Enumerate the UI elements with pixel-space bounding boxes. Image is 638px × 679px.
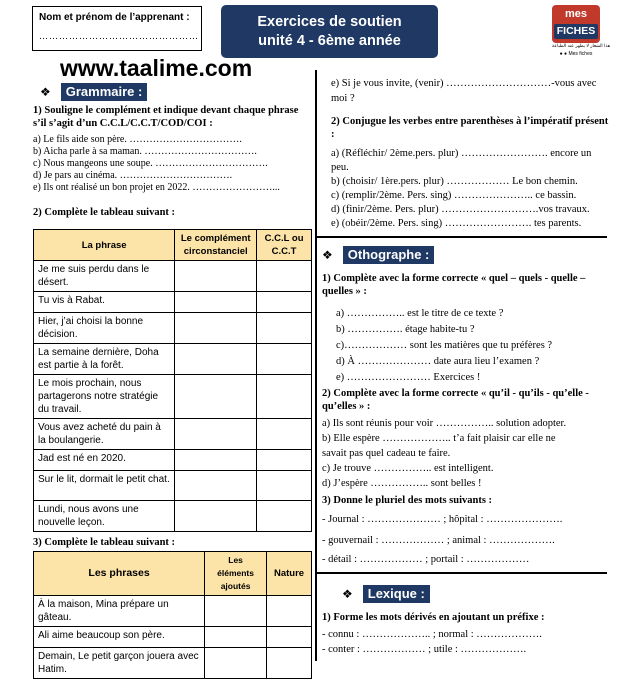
- diamond-bullet-icon: ❖: [40, 84, 51, 99]
- orthographe-q2-lines: [322, 416, 566, 491]
- table1-phrase-cell: Je me suis perdu dans le désert.: [34, 261, 175, 292]
- table1-answer-cell[interactable]: [175, 471, 257, 501]
- orthographe-q1-lines: [336, 306, 552, 386]
- q1-line-b: b) Aicha parle à sa maman. …………………………….: [33, 146, 257, 157]
- table-row: [34, 292, 312, 313]
- table-row: [34, 627, 312, 648]
- quel-line-b: b) ……………. étage habite-tu ?: [336, 324, 475, 335]
- orthographe-title: Othographe :: [343, 246, 435, 264]
- conjugaison-line-e: e) Si je vous invite, (venir) …………………………-vous avec moi ?: [331, 78, 597, 104]
- table1-phrase-cell: Hier, j’ai choisi la bonne décision.: [34, 313, 175, 344]
- table2-answer-cell[interactable]: [267, 596, 312, 627]
- table1-answer-cell[interactable]: [257, 375, 312, 419]
- logo-caption: هذا الشعار لا يظهر عند الطباعة: [552, 44, 611, 49]
- table2-header-elements: Les éléments ajoutés: [205, 552, 267, 596]
- quil-line-c: c) Je trouve …………….. est intelligent.: [322, 463, 494, 474]
- table2-answer-cell[interactable]: [205, 596, 267, 627]
- imperatif-line-b: b) (choisir/ 1ère.pers. plur) ……………… Le bon chemin.: [331, 176, 578, 187]
- table2-header-phrases: Les phrases: [34, 552, 205, 596]
- elements-ajoutes-table: [33, 551, 312, 679]
- table1-answer-cell[interactable]: [175, 419, 257, 450]
- table-row: [34, 471, 312, 501]
- imperatif-line-a: a) (Réfléchir/ 2ème.pers. plur) ……………………. encore un peu.: [331, 148, 592, 173]
- table2-answer-cell[interactable]: [205, 627, 267, 648]
- table2-answer-cell[interactable]: [205, 648, 267, 679]
- mes-fiches-logo: [552, 5, 611, 67]
- grammaire-q1-title: 1) Souligne le complément et indique devant chaque phrase s’il s’agit d’un C.C.L/C.C.T/COD/COI :: [33, 105, 299, 129]
- table2-answer-cell[interactable]: [267, 627, 312, 648]
- circonstanciel-table: [33, 229, 312, 532]
- table1-answer-cell[interactable]: [175, 344, 257, 375]
- quil-line-d: d) J’espère …………….. sont belles !: [322, 478, 482, 489]
- q1-line-e: e) Ils ont réalisé un bon projet en 2022. ……………………...: [33, 182, 280, 193]
- table-row: [34, 648, 312, 679]
- q1-line-a: a) Le fils aide son père. …………………………….: [33, 134, 242, 145]
- logo-text-main: FICHES: [554, 24, 598, 39]
- lexique-header: [342, 585, 430, 603]
- table1-phrase-cell: La semaine dernière, Doha est partie à la forêt.: [34, 344, 175, 375]
- table1-answer-cell[interactable]: [175, 292, 257, 313]
- pluriel-line-1: - Journal : ………………… ; hôpital : ………………….: [322, 514, 563, 525]
- table1-answer-cell[interactable]: [257, 450, 312, 471]
- quil-line-b-cont: savait pas quel cadeau te faire.: [322, 448, 451, 459]
- logo-handle-text: Mes fiches: [568, 51, 593, 57]
- table1-answer-cell[interactable]: [257, 471, 312, 501]
- quel-line-e: e) …………………… Exercices !: [336, 372, 481, 383]
- table1-header-type: C.C.L ou C.C.T: [257, 230, 312, 261]
- quil-line-a: a) Ils sont réunis pour voir …………….. solution adopter.: [322, 418, 567, 429]
- student-name-box: [32, 6, 202, 51]
- quil-line-b: b) Elle espère ……………….. t’a fait plaisir car elle ne: [322, 433, 556, 444]
- grammaire-title: Grammaire :: [61, 83, 148, 101]
- pluriel-line-3: - détail : ……………… ; portail : ………………: [322, 554, 530, 565]
- table1-phrase-cell: Lundi, nous avons une nouvelle leçon.: [34, 501, 175, 532]
- title-line-1: Exercices de soutien: [257, 14, 402, 30]
- worksheet-title: [221, 5, 438, 58]
- grammaire-q2-title: 2) Complète le tableau suivant :: [33, 207, 176, 218]
- table-row: [34, 375, 312, 419]
- table1-phrase-cell: Sur le lit, dormait le petit chat.: [34, 471, 175, 501]
- table1-header-phrase: La phrase: [34, 230, 175, 261]
- grammaire-q1-lines: [33, 134, 280, 194]
- diamond-bullet-icon: ❖: [342, 586, 353, 601]
- table1-answer-cell[interactable]: [175, 375, 257, 419]
- prefixe-line-1: - connu : ……………….. ; normal : ……………….: [322, 629, 542, 640]
- table1-answer-cell[interactable]: [175, 501, 257, 532]
- table1-phrase-cell: Le mois prochain, nous partagerons notre stratégie du travail.: [34, 375, 175, 419]
- orthographe-q3-title: 3) Donne le pluriel des mots suivants :: [322, 495, 493, 506]
- orthographe-q1-title: 1) Complète avec la forme correcte « quel – quels - quelle – quelles » :: [322, 273, 586, 297]
- conjugaison-q2-title: 2) Conjugue les verbes entre parenthèses à l’impératif présent :: [331, 116, 609, 140]
- imperatif-line-d: d) (finir/2ème. Pers. plur) ……………………….vos travaux.: [331, 204, 590, 215]
- table-row: [34, 501, 312, 532]
- table2-header-nature: Nature: [267, 552, 312, 596]
- quel-line-d: d) À ………………… date aura lieu l’examen ?: [336, 356, 540, 367]
- table-row: [34, 450, 312, 471]
- table2-answer-cell[interactable]: [267, 648, 312, 679]
- table1-phrase-cell: Tu vis à Rabat.: [34, 292, 175, 313]
- table2-phrase-cell: Ali aime beaucoup son père.: [34, 627, 205, 648]
- grammaire-header: [40, 83, 147, 101]
- q1-line-c: c) Nous mangeons une soupe. …………………………….: [33, 158, 268, 169]
- imperatif-line-c: c) (remplir/2ème. Pers. sing) ………………….. ce bassin.: [331, 190, 577, 201]
- conjugaison-q2-lines: [331, 147, 611, 231]
- prefixe-line-2: - conter : ……………… ; utile : ……………….: [322, 644, 527, 655]
- table1-answer-cell[interactable]: [257, 313, 312, 344]
- table-row: [34, 596, 312, 627]
- table2-phrase-cell: À la maison, Mina prépare un gâteau.: [34, 596, 205, 627]
- pluriel-line-2: - gouvernail : ……………… ; animal : ……………….: [322, 535, 555, 546]
- quel-line-c: c)……………… sont les matières que tu préfères ?: [336, 340, 553, 351]
- table2-phrase-cell: Demain, Le petit garçon jouera avec Hatim.: [34, 648, 205, 679]
- quel-line-a: a) …………….. est le titre de ce texte ?: [336, 308, 504, 319]
- table1-answer-cell[interactable]: [257, 292, 312, 313]
- diamond-bullet-icon: ❖: [322, 247, 333, 262]
- student-name-dots: …………………………………………: [39, 31, 199, 41]
- table1-answer-cell[interactable]: [175, 313, 257, 344]
- table1-phrase-cell: Vous avez acheté du pain à la boulangerie.: [34, 419, 175, 450]
- logo-text-top: mes: [564, 8, 588, 20]
- lexique-q1-lines: [322, 627, 542, 657]
- section-divider-orthographe: [317, 236, 607, 238]
- section-divider-lexique: [317, 572, 607, 574]
- lexique-q1-title: 1) Forme les mots dérivés en ajoutant un préfixe :: [322, 612, 545, 623]
- website-url: www.taalime.com: [60, 55, 253, 81]
- q1-line-d: d) Je pars au cinéma. …………………………….: [33, 170, 233, 181]
- social-icons: ● ●: [559, 51, 569, 57]
- title-line-2: unité 4 - 6ème année: [258, 33, 401, 49]
- table1-header-complement: Le complément circonstanciel: [175, 230, 257, 261]
- table-row: [34, 419, 312, 450]
- logo-handle: [552, 50, 600, 58]
- orthographe-q3-lines: [322, 514, 562, 565]
- grammaire-q3-title: 3) Complète le tableau suivant :: [33, 537, 176, 548]
- table1-answer-cell[interactable]: [257, 501, 312, 532]
- orthographe-header: [322, 246, 434, 264]
- table-row: [34, 344, 312, 375]
- table1-answer-cell[interactable]: [257, 261, 312, 292]
- table-row: [34, 313, 312, 344]
- table1-phrase-cell: Jad est né en 2020.: [34, 450, 175, 471]
- table1-answer-cell[interactable]: [175, 450, 257, 471]
- imperatif-line-e: e) (obéir/2ème. Pers. sing) ……………………. tes parents.: [331, 218, 582, 229]
- logo-badge: [552, 5, 600, 43]
- table-row: [34, 261, 312, 292]
- table1-answer-cell[interactable]: [175, 261, 257, 292]
- lexique-title: Lexique :: [363, 585, 430, 603]
- orthographe-q2-title: 2) Complète avec la forme correcte « qu’il - qu’ils - qu’elle - qu’elles » :: [322, 388, 589, 412]
- table1-answer-cell[interactable]: [257, 419, 312, 450]
- table1-answer-cell[interactable]: [257, 344, 312, 375]
- student-name-label: Nom et prénom de l’apprenant :: [39, 12, 190, 23]
